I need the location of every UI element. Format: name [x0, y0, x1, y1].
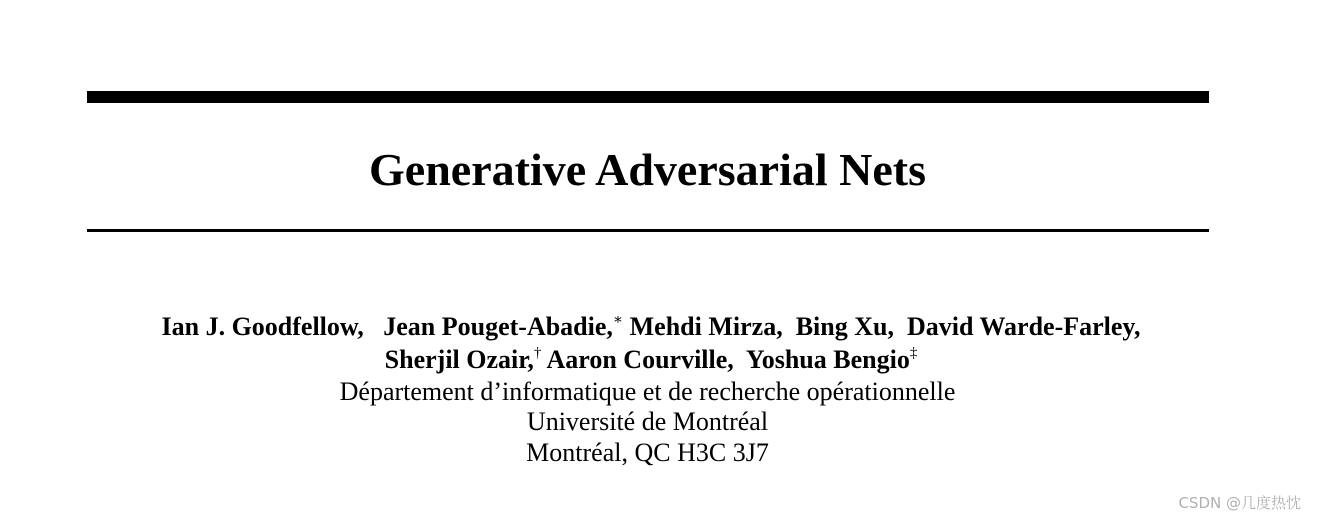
author-pouget-abadie	[383, 312, 623, 341]
title-bottom-rule	[87, 229, 1209, 232]
author-goodfellow	[162, 312, 364, 341]
author-name: Aaron Courville,	[546, 345, 734, 374]
author-name: Mehdi Mirza,	[629, 312, 783, 341]
author-ozair	[385, 345, 542, 374]
paper-title: Generative Adversarial Nets	[369, 144, 926, 195]
author-name: Yoshua Bengio	[745, 345, 910, 374]
author-bengio	[746, 345, 918, 374]
author-list-line-1	[0, 311, 1302, 347]
author-name: Sherjil Ozair,	[384, 345, 534, 374]
author-xu	[796, 312, 894, 341]
author-name: Bing Xu,	[795, 312, 894, 341]
author-name: Ian J. Goodfellow,	[161, 312, 364, 341]
author-warde-farley	[907, 312, 1141, 341]
affiliation-department: Département d’informatique et de recherche opérationnelle	[339, 377, 956, 406]
csdn-watermark: CSDN @几度热忱	[1178, 494, 1301, 512]
author-name: Jean Pouget-Abadie,	[383, 312, 613, 341]
author-mirza	[630, 312, 783, 341]
author-footnote-mark: †	[533, 345, 542, 361]
author-footnote-mark: ‡	[909, 345, 918, 361]
top-thick-rule	[87, 91, 1209, 103]
author-courville	[546, 345, 733, 374]
author-list-line-2	[0, 344, 1302, 380]
author-name: David Warde-Farley,	[906, 312, 1141, 341]
affiliation-address: Montréal, QC H3C 3J7	[526, 438, 769, 467]
author-footnote-mark: ∗	[612, 312, 624, 328]
affiliation-university: Université de Montréal	[526, 407, 769, 436]
